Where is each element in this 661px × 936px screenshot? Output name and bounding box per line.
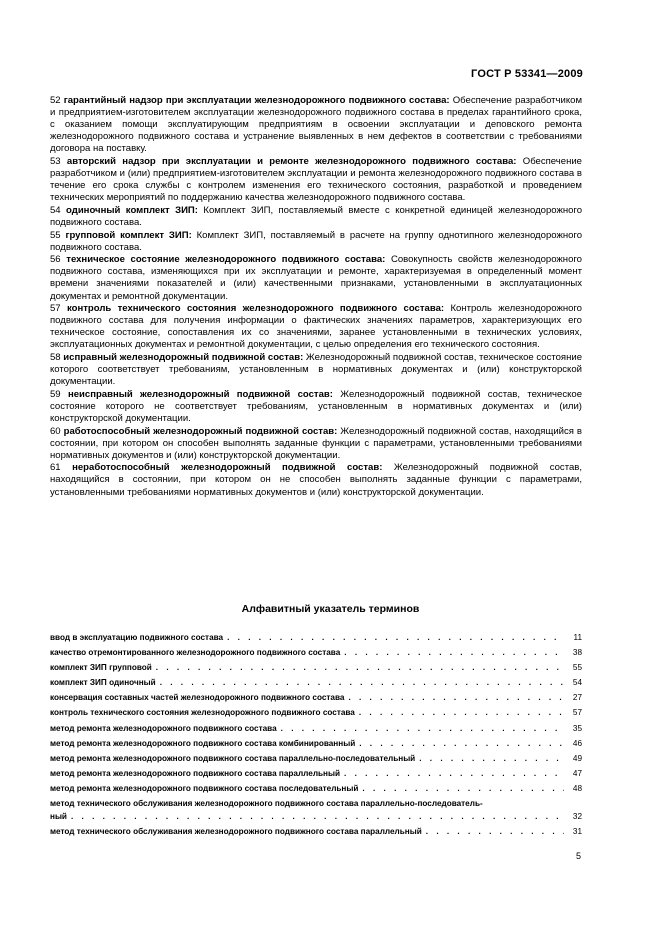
term-entry [50, 230, 582, 254]
leader-dots [71, 810, 564, 823]
term-definition: Железнодорожный подвижной состав, техническое состояние которого соответствует требованиям, установленным в нормативных документах и (или) конструкторской документации. [50, 351, 583, 388]
term-name: неисправный железнодорожный подвижной состав: [67, 388, 333, 400]
index-term: комплект ЗИП одиночный [50, 678, 156, 688]
term-number: 60 [50, 425, 61, 437]
index-term: контроль технического состояния железнодорожного подвижного состава [50, 708, 355, 718]
term-number: 55 [50, 229, 61, 241]
term-entry [50, 95, 582, 155]
index-page: 27 [572, 693, 582, 703]
index-term: метод ремонта железнодорожного подвижного состава комбинированный [50, 738, 356, 748]
term-name: гарантийный надзор при эксплуатации железнодорожного подвижного состава: [63, 95, 450, 106]
index-title: Алфавитный указатель терминов [241, 603, 420, 615]
leader-dots [359, 736, 564, 751]
term-number: 57 [50, 303, 61, 315]
index-page: 48 [572, 783, 582, 793]
term-name: исправный железнодорожный подвижной состав: [63, 351, 304, 363]
term-entry [50, 426, 582, 462]
term-definition: Комплект ЗИП, поставляемый вместе с конкретной единицей железнодорожного подвижного состава. [50, 204, 583, 228]
index-page: 31 [572, 827, 582, 837]
term-name: одиночный комплект ЗИП: [66, 204, 198, 216]
index-entry [50, 810, 582, 823]
index-entry [50, 736, 582, 751]
index-term: метод технического обслуживания железнодорожного подвижного состава параллельный [50, 827, 422, 837]
alphabetical-index [50, 630, 582, 839]
index-page: 38 [572, 648, 582, 658]
term-definition: Совокупность свойств железнодорожного подвижного состава, изменяющихся при их эксплуатации и ремонте, характеризуемая в определенный момент времени значениями показателей и (или) качественными признаками, установленными в эксплуатационных документах и ремонтной документации. [50, 254, 582, 302]
leader-dots [348, 690, 564, 705]
index-entry [50, 660, 582, 675]
leader-dots [281, 721, 564, 736]
term-entry [50, 205, 582, 229]
term-definition: Железнодорожный подвижной состав, находящийся в состоянии, при котором он не способен выполнять заданные функции с параметрами, установленными требованиями нормативных документов и (или) конструкторской документации. [50, 462, 582, 498]
index-page: 54 [572, 678, 582, 688]
index-page: 32 [572, 812, 582, 822]
term-entry [50, 303, 582, 351]
term-number: 53 [50, 155, 61, 167]
term-name: работоспособный железнодорожный подвижной состав: [63, 425, 338, 437]
index-term: ный [50, 812, 67, 822]
term-definition: Комплект ЗИП, поставляемый в расчете на группу однотипного железнодорожного подвижного состава. [50, 229, 583, 253]
index-page: 46 [572, 738, 582, 748]
index-term: метод ремонта железнодорожного подвижного состава параллельно-последовательный [50, 753, 416, 763]
index-page: 57 [572, 708, 582, 718]
term-entry [50, 352, 582, 388]
index-term: метод ремонта железнодорожного подвижного состава последовательный [50, 783, 359, 793]
index-term-line1: метод технического обслуживания железнодорожного подвижного состава параллельно-последователь- [50, 799, 483, 809]
leader-dots [362, 781, 564, 796]
term-entry [50, 156, 582, 204]
index-term: метод ремонта железнодорожного подвижного состава параллельный [50, 768, 341, 778]
index-term: качество отремонтированного железнодорожного подвижного состава [50, 648, 341, 658]
leader-dots [344, 766, 564, 781]
index-entry [50, 721, 582, 736]
term-name: неработоспособный железнодорожный подвижной состав: [72, 462, 383, 474]
index-entry [50, 630, 582, 645]
term-entry [50, 462, 582, 498]
index-term: ввод в эксплуатацию подвижного состава [50, 633, 224, 642]
index-entry [50, 781, 582, 796]
term-entry [50, 389, 582, 425]
term-number: 52 [50, 95, 61, 106]
term-definition: Контроль железнодорожного подвижного состава для получения информации о фактических значениях параметров, характеризующих его техническое состояние, сопоставления их со значениями, заранее установленными в технических условиях, эксплуатационных документах и ремонтной документации, с целью определения его технического состояния. [50, 303, 582, 351]
term-name: авторский надзор при эксплуатации и ремонте железнодорожного подвижного состава: [66, 155, 517, 167]
term-number: 59 [50, 388, 61, 400]
term-number: 56 [50, 254, 61, 266]
index-page: 11 [573, 633, 582, 642]
index-entry [50, 645, 582, 660]
term-definition: Железнодорожный подвижной состав, техническое состояние которого не соответствует требованиям, установленным в нормативных документах и (или) конструкторской документации. [50, 388, 583, 424]
term-entry [50, 254, 582, 302]
term-name: контроль технического состояния железнодорожного подвижного состава: [66, 303, 445, 315]
index-page: 55 [572, 663, 582, 673]
terms-section [50, 95, 582, 499]
index-entry [50, 751, 582, 766]
page-number: 5 [575, 851, 581, 861]
document-code: ГОСТ Р 53341—2009 [471, 68, 583, 80]
index-term: консервация составных частей железнодорожного подвижного состава [50, 693, 345, 703]
term-name: групповой комплект ЗИП: [65, 229, 192, 241]
index-entry [50, 824, 582, 839]
leader-dots [426, 824, 564, 839]
term-number: 54 [50, 204, 61, 216]
index-entry-wrapped [50, 797, 582, 823]
leader-dots [227, 630, 564, 645]
index-entry [50, 690, 582, 705]
index-entry [50, 766, 582, 781]
index-entry [50, 675, 582, 690]
leader-dots [419, 751, 564, 766]
index-page: 49 [572, 753, 582, 763]
term-definition: Обеспечение разработчиком и предприятием-изготовителем эксплуатации железнодорожного подвижного состава в пределах гарантийного срока, с оказанием помощи эксплуатирующим предприятиям в освоении эксплуатации и деповского ремонта железнодорожного подвижного состава и устранение выявленных в нем дефектов в соответствии с требованиями договора на поставку. [50, 95, 583, 155]
leader-dots [160, 675, 564, 690]
leader-dots [156, 660, 564, 675]
term-definition: Железнодорожный подвижной состав, находящийся в состоянии, при котором он способен выполнять заданные функции с параметрами, установленными требованиями нормативных документов и (или) конструкторской документации. [50, 425, 582, 461]
index-page: 35 [572, 723, 582, 733]
index-page: 47 [572, 768, 582, 778]
index-entry [50, 705, 582, 720]
term-name: техническое состояние железнодорожного подвижного состава: [66, 254, 386, 266]
term-number: 58 [50, 351, 61, 363]
index-term: метод ремонта железнодорожного подвижного состава [50, 723, 277, 733]
leader-dots [359, 705, 564, 720]
leader-dots [344, 645, 564, 660]
index-term: комплект ЗИП групповой [50, 663, 152, 673]
term-number: 61 [50, 462, 61, 474]
term-definition: Обеспечение разработчиком и (или) предприятием-изготовителем эксплуатации и ремонта железнодорожного подвижного состава в течение его срока службы с контролем изменения его технического состояния, разработкой и проведением технических мероприятий по поддержанию качества железнодорожного подвижного состава. [50, 155, 582, 204]
